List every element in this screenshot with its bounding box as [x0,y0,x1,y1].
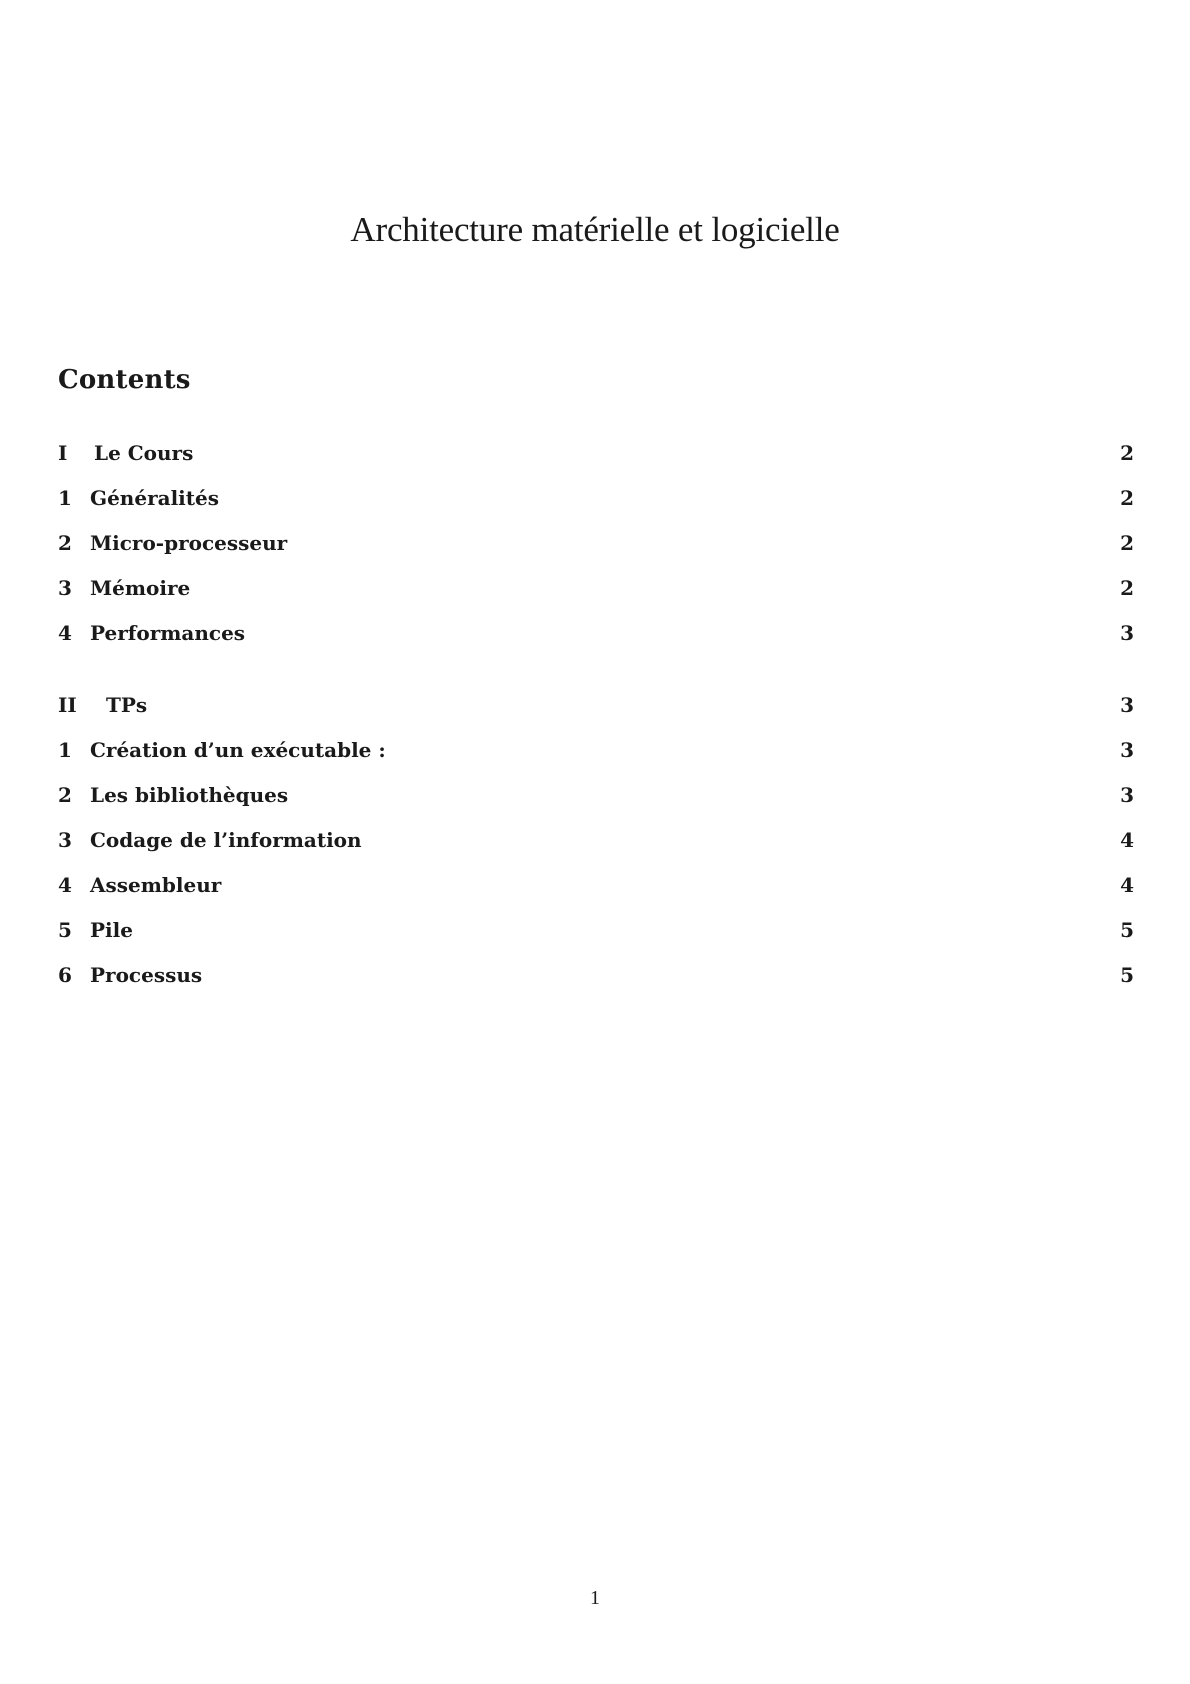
toc-section-label: Processus [90,963,203,987]
toc-section-number: 2 [58,531,72,555]
toc-section-micro-processeur[interactable] [58,528,1134,558]
toc-section-number: 2 [58,783,72,807]
toc-part-label: Le Cours [94,441,194,465]
toc-section-number: 5 [58,918,72,942]
toc-part-label: TPs [106,693,148,717]
toc-section-label: Micro-processeur [90,531,288,555]
toc-section-generalites[interactable] [58,483,1134,513]
toc-section-number: 3 [58,828,72,852]
toc-page-number: 2 [1120,486,1134,510]
toc-page-number: 5 [1120,963,1134,987]
toc-section-assembleur[interactable] [58,870,1134,900]
toc-section-label: Généralités [90,486,219,510]
toc-section-label: Performances [90,621,246,645]
toc-section-number: 1 [58,738,72,762]
toc-section-creation-executable[interactable] [58,735,1134,765]
toc-page-number: 5 [1120,918,1134,942]
toc-section-label: Mémoire [90,576,191,600]
toc-section-label: Codage de l’information [90,828,362,852]
toc-section-label: Les bibliothèques [90,783,289,807]
toc-section-bibliotheques[interactable] [58,780,1134,810]
toc-section-memoire[interactable] [58,573,1134,603]
toc-part-number: I [58,441,68,465]
toc-section-label: Pile [90,918,133,942]
toc-section-codage-information[interactable] [58,825,1134,855]
toc-section-number: 4 [58,873,72,897]
page-footer-number: 1 [590,1587,600,1609]
toc-section-performances[interactable] [58,618,1134,648]
toc-section-processus[interactable] [58,960,1134,990]
toc-section-label: Création d’un exécutable : [90,738,386,762]
toc-page-number: 2 [1120,576,1134,600]
toc-page-number: 3 [1120,621,1134,645]
toc-page-number: 4 [1120,828,1134,852]
toc-page-number: 3 [1120,783,1134,807]
toc-part-number: II [58,693,77,717]
toc-page-number: 2 [1120,531,1134,555]
toc-section-number: 6 [58,963,72,987]
toc-section-label: Assembleur [90,873,222,897]
toc-page-number: 4 [1120,873,1134,897]
toc-section-number: 3 [58,576,72,600]
toc-section-pile[interactable] [58,915,1134,945]
toc-part-le-cours[interactable] [58,438,1134,468]
toc-page-number: 3 [1120,738,1134,762]
toc-page-number: 3 [1120,693,1134,717]
toc-part-tps[interactable] [58,690,1134,720]
toc-page-number: 2 [1120,441,1134,465]
document-title: Architecture matérielle et logicielle [350,210,840,249]
contents-heading: Contents [58,365,191,395]
toc-section-number: 4 [58,621,72,645]
toc-section-number: 1 [58,486,72,510]
